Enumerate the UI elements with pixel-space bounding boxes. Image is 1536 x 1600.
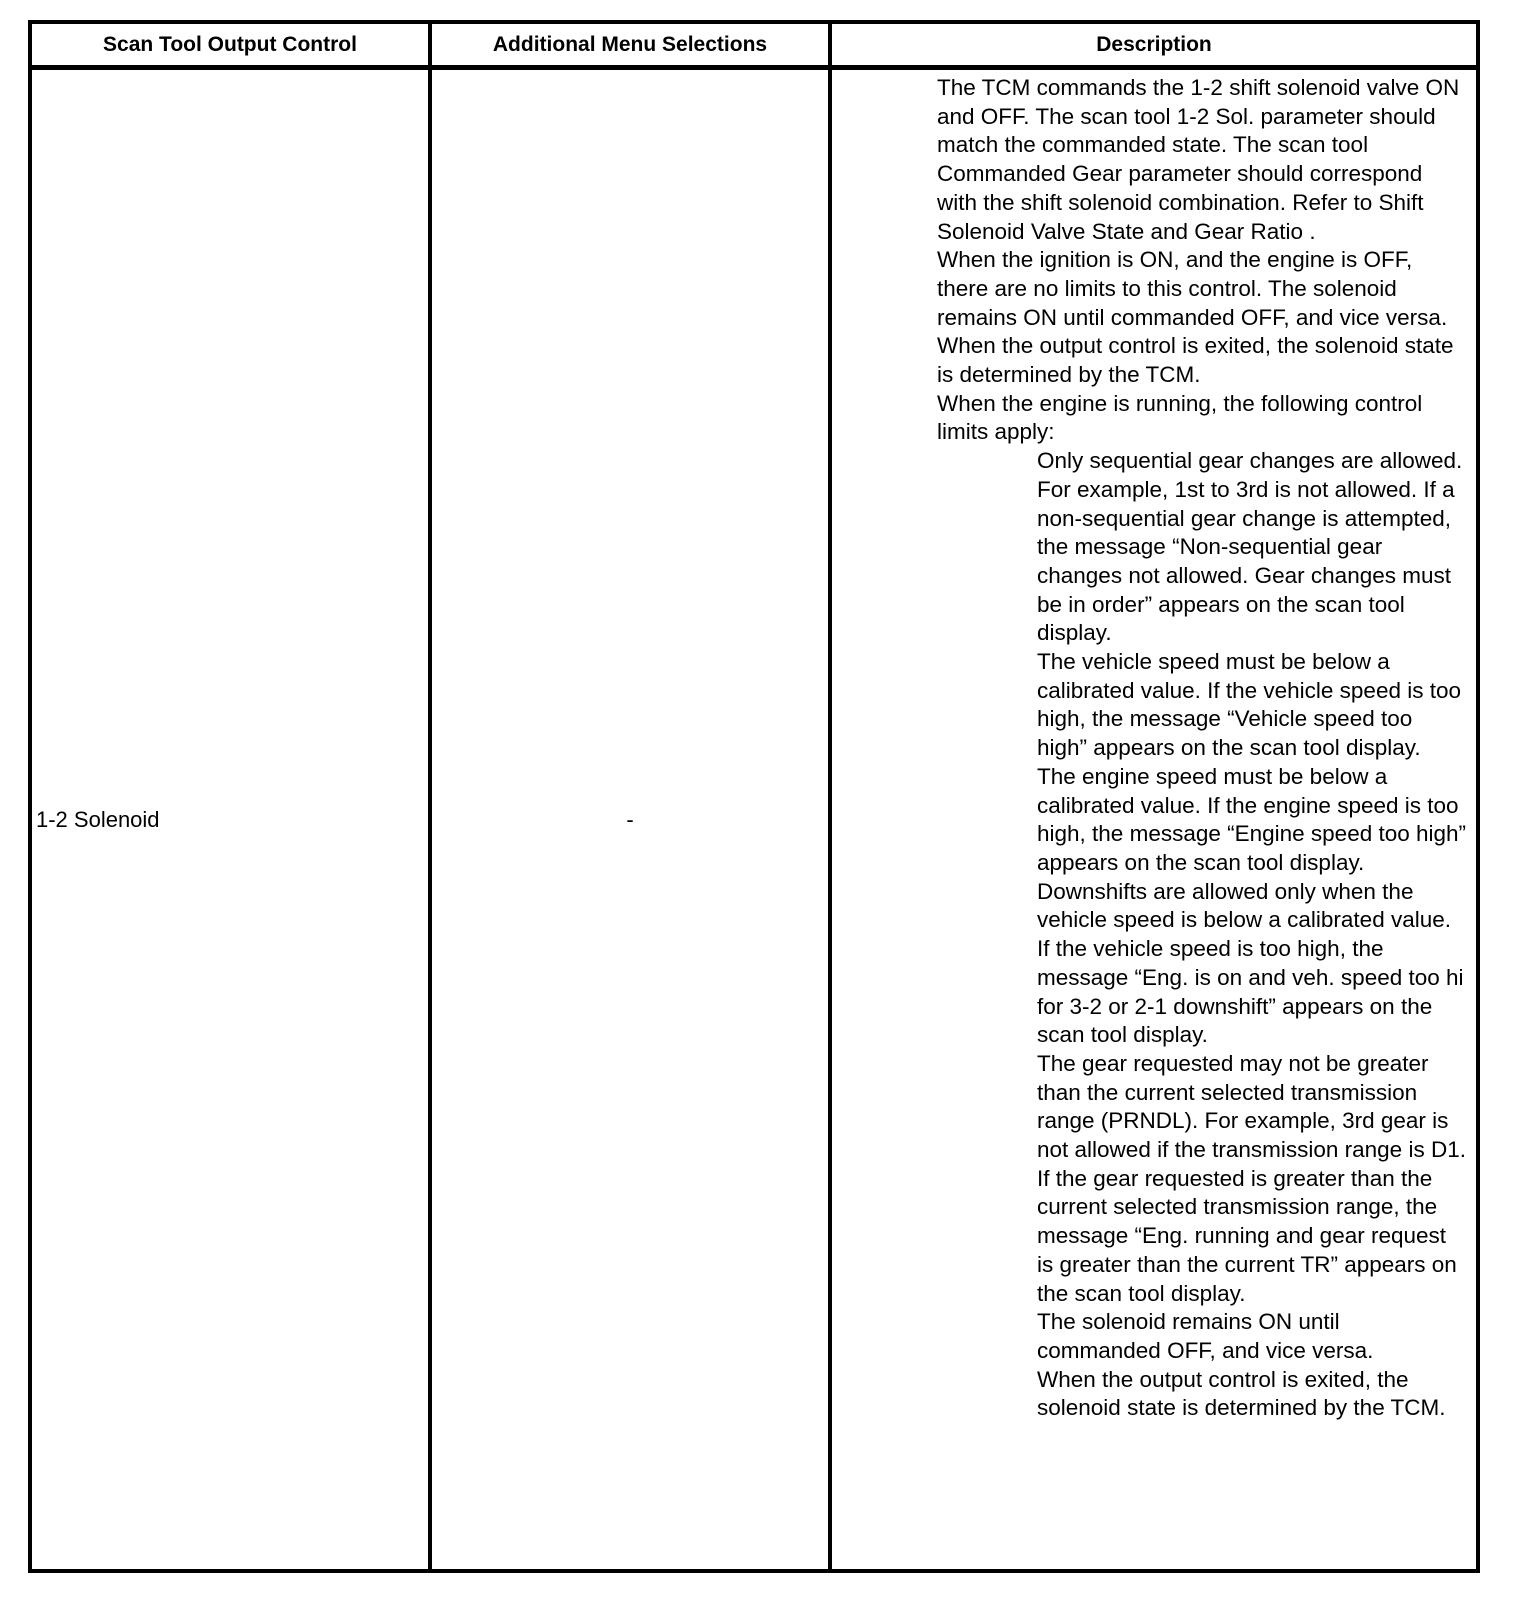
control-limit-item: The solenoid remains ON until commanded OFF, and vice versa. [1037, 1309, 1374, 1363]
description-paragraph: The TCM commands the 1-2 shift solenoid valve ON and OFF. The scan tool 1-2 Sol. parameter should match the commanded state. The scan tool Commanded Gear parameter should correspond with the shift solenoid combination. Refer to Shift Solenoid Valve State and Gear Ratio . [937, 75, 1460, 244]
description-paragraph: When the engine is running, the following control limits apply: [937, 390, 1423, 445]
column-header-additional-menu-selections: Additional Menu Selections [492, 33, 768, 56]
description-cell [832, 70, 1476, 1569]
control-limit-item: Downshifts are allowed only when the vehicle speed is below a calibrated value. If the vehicle speed is too high, the message “Eng. is on and veh. speed too hi for 3-2 or 2-1 downshift” appears on the scan tool display. [1037, 878, 1464, 1048]
description-paragraph: When the ignition is ON, and the engine is OFF, there are no limits to this control. The solenoid remains ON until commanded OFF, and vice versa. When the output control is exited, the solenoid state is determined by the TCM. [937, 247, 1454, 388]
description-text [937, 74, 1467, 1423]
output-control-table [28, 20, 1480, 1573]
control-limit-item: The vehicle speed must be below a calibrated value. If the vehicle speed is too high, the message “Vehicle speed too high” appears on the scan tool display. [1037, 649, 1462, 761]
additional-menu-cell [432, 70, 828, 1569]
output-control-name: 1-2 Solenoid [36, 806, 160, 832]
additional-menu-value: - [626, 806, 634, 832]
output-control-cell [36, 70, 428, 1569]
control-limit-item: The engine speed must be below a calibrated value. If the engine speed is too high, the message “Engine speed too high” appears on the scan tool display. [1037, 763, 1467, 875]
control-limit-item: When the output control is exited, the solenoid state is determined by the TCM. [1037, 1366, 1446, 1421]
control-limit-item: The gear requested may not be greater than the current selected transmission range (PRNDL). For example, 3rd gear is not allowed if the transmission range is D1. If the gear requested is greater than the current selected transmission range, the message “Eng. running and gear request is greater than the current TR” appears on the scan tool display. [1037, 1050, 1466, 1306]
table-row [32, 70, 1476, 1569]
control-limit-item: Only sequential gear changes are allowed. For example, 1st to 3rd is not allowed. If a non-sequential gear change is attempted, the message “Non-sequential gear changes not allowed. Gear changes must be in order” appears on the scan tool display. [1037, 448, 1463, 646]
column-header-output-control: Scan Tool Output Control [103, 33, 357, 56]
column-header-description: Description [1096, 33, 1212, 56]
table-header-row [32, 24, 1476, 70]
control-limits-list [937, 447, 1467, 1423]
